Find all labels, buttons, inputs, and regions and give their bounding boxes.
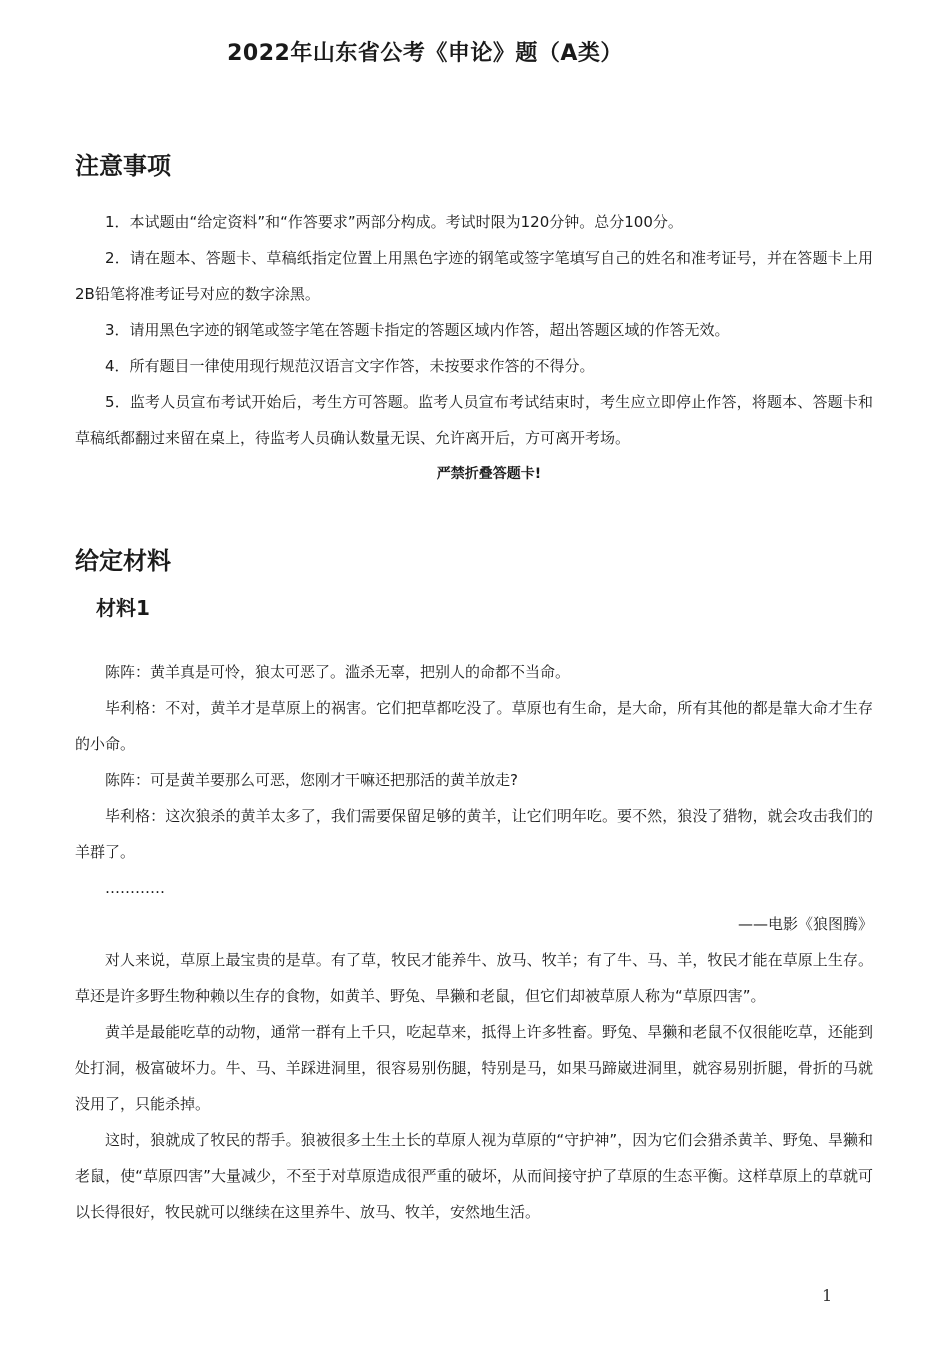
notice-item: 5．监考人员宣布考试开始后，考生方可答题。监考人员宣布考试结束时，考生应立即停止作答，将题本、答题卡和草稿纸都翻过来留在桌上，待监考人员确认数量无误、允许离开后，方可离开考场。 — [75, 393, 873, 447]
document-title: 2022年山东省公考《申论》题（A类） — [227, 41, 623, 66]
dialogue-line: 毕利格：这次狼杀的黄羊太多了，我们需要保留足够的黄羊，让它们明年吃。要不然，狼没了猎物，就会攻击我们的羊群了。 — [75, 807, 873, 861]
source-citation: ——电影《狼图腾》 — [737, 915, 873, 933]
material1-heading: 材料1 — [96, 596, 150, 620]
dialogue-line: 陈阵：可是黄羊要那么可恶，您刚才干嘛还把那活的黄羊放走? — [105, 771, 518, 789]
paragraph: 对人来说，草原上最宝贵的是草。有了草，牧民才能养牛、放马、牧羊；有了牛、马、羊，牧民才能在草原上生存。草还是许多野生物种赖以生存的食物，如黄羊、野兔、旱獭和老鼠，但它们却被草原人称为“草原四害”。 — [75, 951, 873, 1005]
page-number: 1 — [822, 1286, 833, 1305]
notice-item: 3．请用黑色字迹的钢笔或签字笔在答题卡指定的答题区域内作答，超出答题区域的作答无效。 — [105, 321, 730, 339]
notice-warning: 严禁折叠答题卡! — [436, 466, 542, 482]
paragraph: 这时，狼就成了牧民的帮手。狼被很多土生土长的草原人视为草原的“守护神”，因为它们会猎杀黄羊、野兔、旱獭和老鼠，使“草原四害”大量减少，不至于对草原造成很严重的破坏，从而间接守护了草原的生态平衡。这样草原上的草就可以长得很好，牧民就可以继续在这里养牛、放马、牧羊，安然地生活。 — [75, 1131, 873, 1221]
notice-item: 4．所有题目一律使用现行规范汉语言文字作答，未按要求作答的不得分。 — [105, 357, 595, 375]
notice-heading: 注意事项 — [75, 152, 171, 180]
ellipsis: ………… — [105, 879, 165, 897]
materials-heading: 给定材料 — [75, 547, 171, 575]
notice-list — [75, 204, 873, 492]
notice-item: 1．本试题由“给定资料”和“作答要求”两部分构成。考试时限为120分钟。总分100分。 — [105, 213, 683, 231]
notice-item: 2．请在题本、答题卡、草稿纸指定位置上用黑色字迹的钢笔或签字笔填写自己的姓名和准考证号，并在答题卡上用2B铅笔将准考证号对应的数字涂黑。 — [75, 249, 873, 303]
dialogue-line: 毕利格：不对，黄羊才是草原上的祸害。它们把草都吃没了。草原也有生命，是大命，所有其他的都是靠大命才生存的小命。 — [75, 699, 873, 753]
material1-body — [75, 654, 873, 1230]
paragraph: 黄羊是最能吃草的动物，通常一群有上千只，吃起草来，抵得上许多牲畜。野兔、旱獭和老鼠不仅很能吃草，还能到处打洞，极富破坏力。牛、马、羊踩进洞里，很容易别伤腿，特别是马，如果马蹄崴进洞里，就容易别折腿，骨折的马就没用了，只能杀掉。 — [75, 1023, 873, 1113]
dialogue-line: 陈阵：黄羊真是可怜，狼太可恶了。滥杀无辜，把别人的命都不当命。 — [105, 663, 571, 681]
